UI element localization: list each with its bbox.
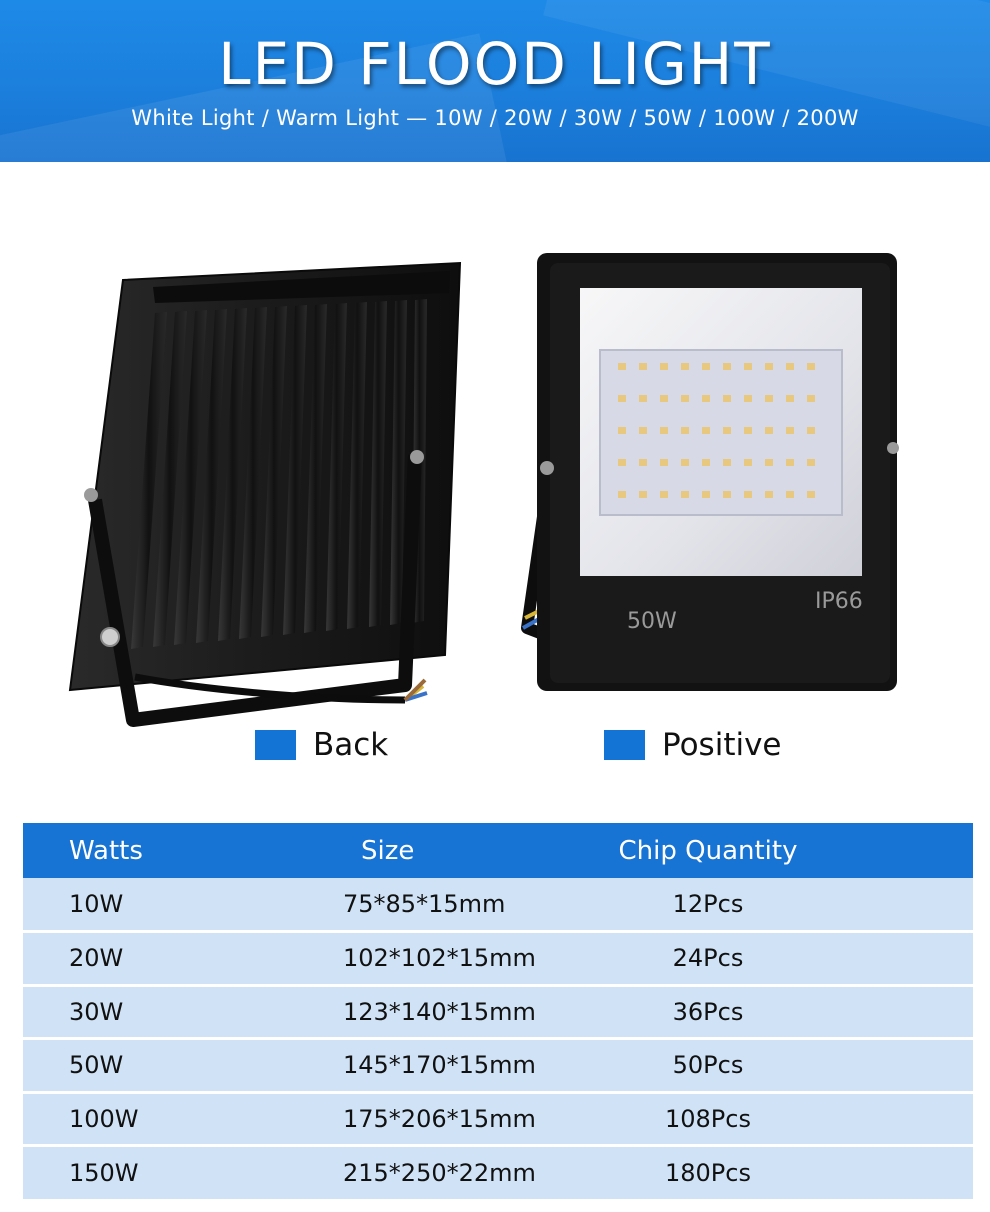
table-header-row — [23, 823, 973, 878]
legend-swatch — [255, 730, 296, 760]
flood-light-back-image — [55, 245, 475, 745]
cell-chip-quantity: 24Pcs — [593, 932, 973, 986]
cell-watts: 150W — [23, 1146, 303, 1200]
cell-watts: 20W — [23, 932, 303, 986]
cell-size: 102*102*15mm — [303, 932, 593, 986]
legend-swatch — [604, 730, 645, 760]
cell-size: 145*170*15mm — [303, 1039, 593, 1093]
page-subtitle: White Light / Warm Light — 10W / 20W / 30W / 50W / 100W / 200W — [131, 106, 859, 130]
header-banner — [0, 0, 990, 162]
cell-watts: 100W — [23, 1092, 303, 1146]
spec-table — [23, 823, 973, 1199]
cell-watts: 50W — [23, 1039, 303, 1093]
table-row — [23, 1092, 973, 1146]
legend-positive — [604, 727, 782, 763]
cell-chip-quantity: 12Pcs — [593, 878, 973, 932]
cell-size: 175*206*15mm — [303, 1092, 593, 1146]
wattage-marking: 50W — [627, 609, 677, 634]
header-watts: Watts — [23, 823, 303, 878]
table-row — [23, 878, 973, 932]
legend-back-label: Back — [313, 727, 389, 763]
table-row — [23, 1146, 973, 1200]
header-size: Size — [303, 823, 593, 878]
cell-size: 215*250*22mm — [303, 1146, 593, 1200]
table-row — [23, 932, 973, 986]
table-row — [23, 985, 973, 1039]
cell-watts: 30W — [23, 985, 303, 1039]
cell-chip-quantity: 180Pcs — [593, 1146, 973, 1200]
cell-chip-quantity: 108Pcs — [593, 1092, 973, 1146]
table-row — [23, 1039, 973, 1093]
cell-chip-quantity: 36Pcs — [593, 985, 973, 1039]
cell-chip-quantity: 50Pcs — [593, 1039, 973, 1093]
header-chip-quantity: Chip Quantity — [593, 823, 973, 878]
legend-positive-label: Positive — [662, 727, 782, 763]
page-title: LED FLOOD LIGHT — [218, 30, 772, 98]
legend-back — [255, 727, 388, 763]
cell-watts: 10W — [23, 878, 303, 932]
cell-size: 123*140*15mm — [303, 985, 593, 1039]
ip-rating-marking: IP66 — [815, 589, 863, 614]
cell-size: 75*85*15mm — [303, 878, 593, 932]
flood-light-front-image — [515, 238, 925, 698]
